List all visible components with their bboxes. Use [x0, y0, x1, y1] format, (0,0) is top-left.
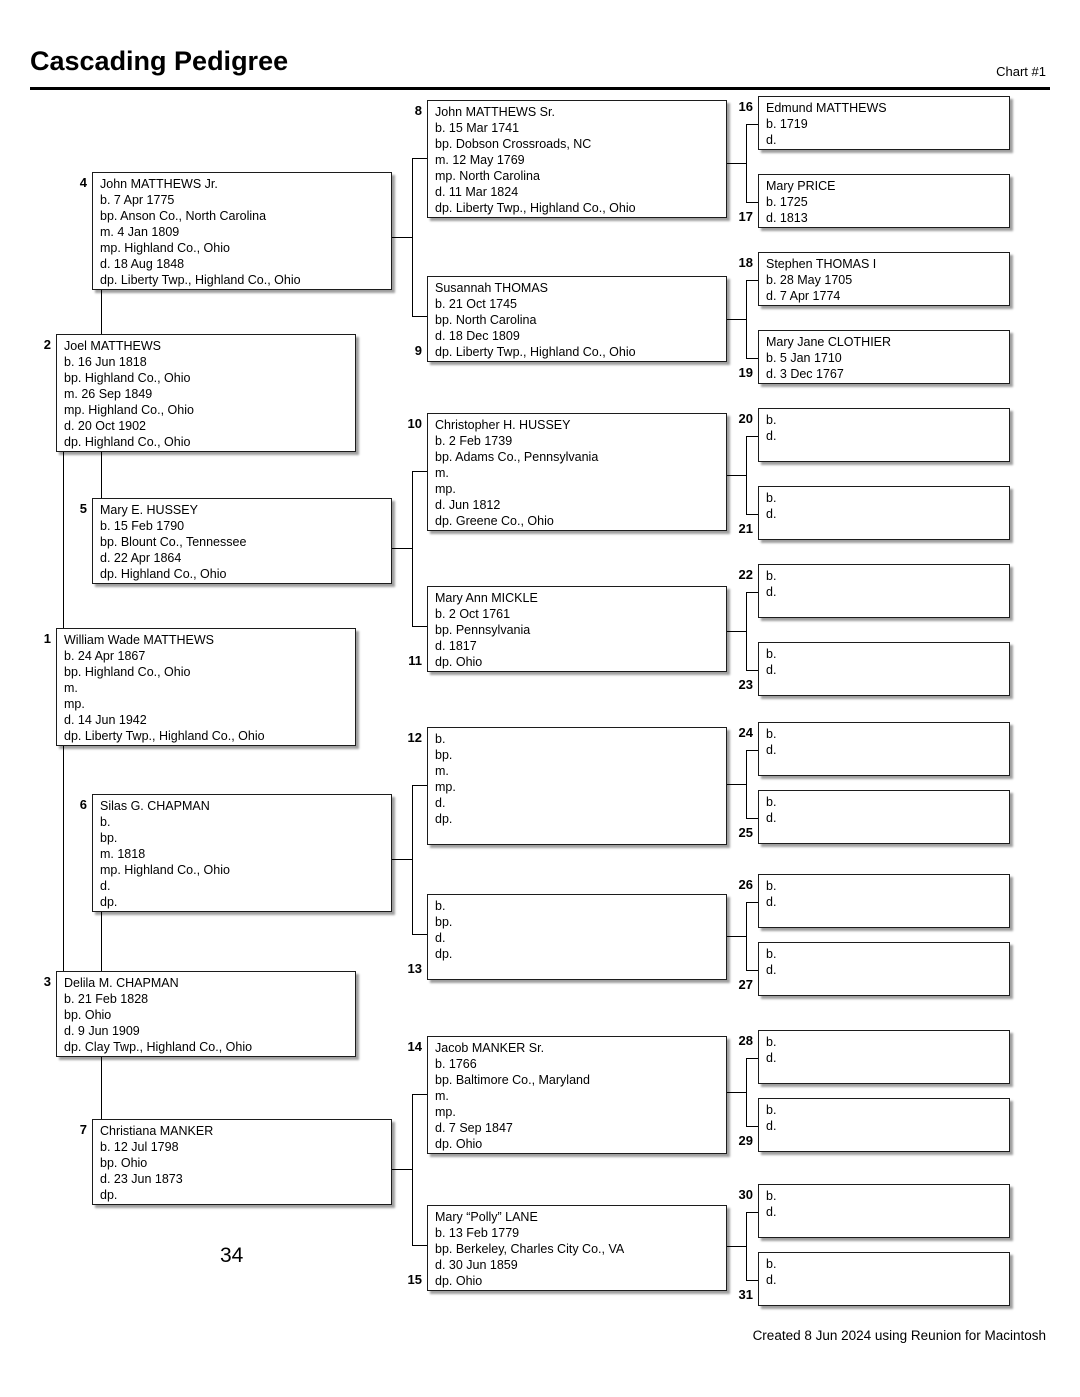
person-box-28 [758, 1030, 1010, 1084]
person-number-11: 11 [408, 653, 422, 668]
connector-line [412, 1245, 427, 1246]
person-box-3 [56, 971, 356, 1057]
connector-line [101, 290, 102, 334]
connector-line [727, 475, 746, 476]
connector-line [746, 358, 758, 359]
person-detail-line: d. [766, 507, 777, 521]
person-number-2: 2 [43, 337, 51, 352]
person-box-22 [758, 564, 1010, 618]
person-number-10: 10 [407, 416, 422, 431]
person-name: Silas G. CHAPMAN [100, 799, 210, 813]
person-detail-line: b. [766, 413, 777, 427]
person-detail-line: b. 16 Jun 1818 [64, 355, 147, 369]
person-box-10 [427, 413, 727, 531]
connector-line [746, 1126, 758, 1127]
person-detail-line: d. [766, 811, 777, 825]
person-detail-line: bp. Dobson Crossroads, NC [435, 137, 592, 151]
person-detail-line: d. [766, 133, 777, 147]
person-number-12: 12 [407, 730, 422, 745]
connector-line [392, 859, 412, 860]
connector-line [746, 902, 747, 971]
connector-line [63, 746, 64, 971]
person-box-13 [427, 894, 727, 980]
connector-line [412, 626, 427, 627]
connector-line [746, 202, 758, 203]
connector-line [746, 818, 758, 819]
connector-line [727, 1246, 746, 1247]
connector-line [727, 631, 746, 632]
person-detail-line: b. [766, 879, 777, 893]
person-detail-line: b. [766, 647, 777, 661]
connector-line [746, 592, 758, 593]
person-detail-line: d. 3 Dec 1767 [766, 367, 844, 381]
person-name: Joel MATTHEWS [64, 339, 161, 353]
connector-line [101, 452, 102, 498]
person-detail-line: m. 12 May 1769 [435, 153, 525, 167]
person-number-23: 23 [738, 677, 753, 692]
connector-line [412, 785, 427, 786]
person-detail-line: dp. Liberty Twp., Highland Co., Ohio [435, 201, 636, 215]
person-number-4: 4 [79, 175, 87, 190]
person-number-22: 22 [738, 567, 753, 582]
person-detail-line: d. [766, 1205, 777, 1219]
person-box-27 [758, 942, 1010, 996]
person-detail-line: bp. Blount Co., Tennessee [100, 535, 247, 549]
connector-line [412, 785, 413, 935]
person-detail-line: dp. Liberty Twp., Highland Co., Ohio [435, 345, 636, 359]
chart-number-label: Chart #1 [996, 64, 1046, 79]
person-detail-line: m. 26 Sep 1849 [64, 387, 153, 401]
person-detail-line: b. 7 Apr 1775 [100, 193, 175, 207]
person-detail-line: b. 24 Apr 1867 [64, 649, 146, 663]
person-detail-line: m. 4 Jan 1809 [100, 225, 180, 239]
connector-line [101, 1057, 102, 1119]
person-detail-line: b. [766, 727, 777, 741]
person-detail-line: d. [766, 429, 777, 443]
person-name: John MATTHEWS Jr. [100, 177, 218, 191]
person-detail-line: bp. Pennsylvania [435, 623, 531, 637]
person-number-1: 1 [43, 631, 51, 646]
person-detail-line: bp. Anson Co., North Carolina [100, 209, 267, 223]
person-detail-line: mp. [435, 482, 456, 496]
person-detail-line: d. 18 Dec 1809 [435, 329, 520, 343]
person-detail-line: dp. Ohio [435, 1137, 483, 1151]
connector-line [412, 158, 413, 317]
person-detail-line: dp. Liberty Twp., Highland Co., Ohio [100, 273, 301, 287]
person-number-27: 27 [738, 977, 753, 992]
connector-line [412, 316, 427, 317]
connector-line [412, 934, 427, 935]
person-detail-line: d. 20 Oct 1902 [64, 419, 147, 433]
person-name: Stephen THOMAS I [766, 257, 877, 271]
person-detail-line: bp. [100, 831, 118, 845]
person-name: Edmund MATTHEWS [766, 101, 887, 115]
connector-line [727, 784, 746, 785]
person-detail-line: d. 23 Jun 1873 [100, 1172, 183, 1186]
person-detail-line: m. [435, 1089, 449, 1103]
connector-line [412, 158, 427, 159]
person-detail-line: mp. North Carolina [435, 169, 540, 183]
person-box-19 [758, 330, 1010, 384]
person-detail-line: d. [766, 963, 777, 977]
person-detail-line: b. 28 May 1705 [766, 273, 853, 287]
person-number-3: 3 [43, 974, 51, 989]
connector-line [746, 902, 758, 903]
person-detail-line: d. [766, 1119, 777, 1133]
page-title: Cascading Pedigree [30, 46, 289, 76]
person-box-26 [758, 874, 1010, 928]
person-number-13: 13 [407, 961, 422, 976]
person-detail-line: bp. North Carolina [435, 313, 537, 327]
person-box-1 [56, 628, 356, 746]
person-detail-line: d. [766, 743, 777, 757]
connector-line [746, 514, 758, 515]
person-detail-line: b. [435, 732, 446, 746]
person-detail-line: dp. Clay Twp., Highland Co., Ohio [64, 1040, 253, 1054]
person-detail-line: d. [435, 931, 446, 945]
person-detail-line: d. [766, 895, 777, 909]
person-detail-line: dp. Highland Co., Ohio [100, 567, 227, 581]
person-box-23 [758, 642, 1010, 696]
person-name: William Wade MATTHEWS [64, 633, 214, 647]
person-detail-line: d. 11 Mar 1824 [435, 185, 519, 199]
connector-line [746, 1058, 747, 1127]
person-name: Mary E. HUSSEY [100, 503, 198, 517]
person-detail-line: b. [766, 491, 777, 505]
person-box-7 [92, 1119, 392, 1205]
person-name: Christopher H. HUSSEY [435, 418, 571, 432]
person-name: Mary PRICE [766, 179, 836, 193]
person-name: John MATTHEWS Sr. [435, 105, 555, 119]
person-detail-line: d. 1817 [435, 639, 477, 653]
connector-line [392, 548, 412, 549]
person-detail-line: b. [766, 1035, 777, 1049]
person-detail-line: m. 1818 [100, 847, 146, 861]
person-detail-line: mp. Highland Co., Ohio [100, 241, 230, 255]
person-number-25: 25 [738, 825, 753, 840]
person-box-12 [427, 727, 727, 845]
person-detail-line: b. 13 Feb 1779 [435, 1226, 520, 1240]
connector-line [746, 1058, 758, 1059]
person-box-9 [427, 276, 727, 362]
person-number-14: 14 [407, 1039, 422, 1054]
connector-line [746, 280, 747, 359]
person-box-21 [758, 486, 1010, 540]
person-detail-line: d. 14 Jun 1942 [64, 713, 147, 727]
person-detail-line: mp. Highland Co., Ohio [100, 863, 230, 877]
connector-line [746, 280, 758, 281]
connector-line [727, 319, 746, 320]
person-detail-line: mp. [435, 780, 456, 794]
person-detail-line: b. [766, 795, 777, 809]
person-detail-line: b. [766, 569, 777, 583]
person-detail-line: b. [766, 1257, 777, 1271]
person-detail-line: bp. Highland Co., Ohio [64, 665, 191, 679]
person-detail-line: m. [64, 681, 78, 695]
person-detail-line: d. [766, 1051, 777, 1065]
connector-line [412, 471, 413, 627]
person-detail-line: mp. [435, 1105, 456, 1119]
person-detail-line: d. [100, 879, 111, 893]
person-detail-line: m. [435, 764, 449, 778]
person-detail-line: bp. [435, 748, 453, 762]
person-box-16 [758, 96, 1010, 150]
person-detail-line: dp. Greene Co., Ohio [435, 514, 554, 528]
person-number-17: 17 [738, 209, 753, 224]
person-number-15: 15 [407, 1272, 422, 1287]
person-detail-line: d. [766, 663, 777, 677]
person-box-14 [427, 1036, 727, 1154]
connector-line [746, 750, 747, 819]
person-number-24: 24 [738, 725, 753, 740]
person-detail-line: b. 2 Feb 1739 [435, 434, 513, 448]
person-detail-line: bp. Highland Co., Ohio [64, 371, 191, 385]
person-detail-line: b. 15 Mar 1741 [435, 121, 520, 135]
person-detail-line: b. 21 Feb 1828 [64, 992, 149, 1006]
person-number-16: 16 [738, 99, 753, 114]
page-number: 34 [220, 1244, 244, 1267]
connector-line [412, 1094, 413, 1246]
connector-line [746, 1280, 758, 1281]
person-detail-line: d. 22 Apr 1864 [100, 551, 182, 565]
person-number-31: 31 [738, 1287, 753, 1302]
person-detail-line: d. [435, 796, 446, 810]
person-box-31 [758, 1252, 1010, 1306]
connector-line [746, 1212, 747, 1281]
person-detail-line: b. [100, 815, 111, 829]
footer-credit: Created 8 Jun 2024 using Reunion for Macintosh [752, 1328, 1046, 1343]
connector-line [746, 436, 747, 515]
connector-line [746, 750, 758, 751]
connector-line [727, 936, 746, 937]
person-box-17 [758, 174, 1010, 228]
person-detail-line: b. 1725 [766, 195, 808, 209]
connector-line [63, 452, 64, 628]
person-detail-line: b. [766, 1103, 777, 1117]
person-box-29 [758, 1098, 1010, 1152]
person-detail-line: d. 7 Apr 1774 [766, 289, 841, 303]
person-detail-line: d. 9 Jun 1909 [64, 1024, 140, 1038]
person-detail-line: b. [766, 1189, 777, 1203]
person-box-18 [758, 252, 1010, 306]
connector-line [727, 163, 746, 164]
person-detail-line: d. 1813 [766, 211, 808, 225]
person-box-15 [427, 1205, 727, 1291]
person-detail-line: b. 5 Jan 1710 [766, 351, 842, 365]
person-number-9: 9 [414, 343, 422, 358]
person-name: Mary “Polly” LANE [435, 1210, 538, 1224]
person-box-2 [56, 334, 356, 452]
person-detail-line: b. 1766 [435, 1057, 477, 1071]
person-detail-line: b. 15 Feb 1790 [100, 519, 185, 533]
person-name: Christiana MANKER [100, 1124, 214, 1138]
person-name: Mary Ann MICKLE [435, 591, 538, 605]
connector-line [727, 1092, 746, 1093]
person-number-30: 30 [738, 1187, 753, 1202]
person-detail-line: bp. Ohio [100, 1156, 148, 1170]
person-detail-line: d. 30 Jun 1859 [435, 1258, 518, 1272]
person-number-18: 18 [738, 255, 753, 270]
person-number-20: 20 [738, 411, 753, 426]
connector-line [412, 1094, 427, 1095]
person-box-20 [758, 408, 1010, 462]
person-detail-line: b. 12 Jul 1798 [100, 1140, 179, 1154]
person-detail-line: bp. Ohio [64, 1008, 112, 1022]
person-detail-line: b. 2 Oct 1761 [435, 607, 511, 621]
person-box-8 [427, 100, 727, 218]
person-detail-line: d. [766, 1273, 777, 1287]
connector-line [101, 912, 102, 971]
person-detail-line: dp. [435, 812, 453, 826]
person-box-30 [758, 1184, 1010, 1238]
person-detail-line: dp. [100, 1188, 118, 1202]
person-detail-line: b. 21 Oct 1745 [435, 297, 518, 311]
person-detail-line: bp. [435, 915, 453, 929]
person-number-5: 5 [79, 501, 87, 516]
person-detail-line: b. 1719 [766, 117, 808, 131]
person-detail-line: b. [435, 899, 446, 913]
person-number-7: 7 [79, 1122, 87, 1137]
person-detail-line: dp. Ohio [435, 1274, 483, 1288]
person-number-29: 29 [738, 1133, 753, 1148]
person-detail-line: dp. Liberty Twp., Highland Co., Ohio [64, 729, 265, 743]
person-name: Mary Jane CLOTHIER [766, 335, 892, 349]
person-detail-line: dp. Ohio [435, 655, 483, 669]
person-detail-line: d. 7 Sep 1847 [435, 1121, 513, 1135]
person-detail-line: bp. Baltimore Co., Maryland [435, 1073, 590, 1087]
person-number-6: 6 [79, 797, 87, 812]
person-name: Susannah THOMAS [435, 281, 549, 295]
person-number-26: 26 [738, 877, 753, 892]
person-number-21: 21 [738, 521, 753, 536]
connector-line [746, 436, 758, 437]
person-detail-line: mp. [64, 697, 85, 711]
person-detail-line: m. [435, 466, 449, 480]
person-number-8: 8 [414, 103, 422, 118]
person-box-24 [758, 722, 1010, 776]
person-detail-line: dp. Highland Co., Ohio [64, 435, 191, 449]
connector-line [746, 124, 747, 203]
person-detail-line: bp. Adams Co., Pennsylvania [435, 450, 599, 464]
connector-line [746, 670, 758, 671]
person-detail-line: dp. [435, 947, 453, 961]
connector-line [392, 237, 412, 238]
person-detail-line: dp. [100, 895, 118, 909]
person-detail-line: d. 18 Aug 1848 [100, 257, 185, 271]
person-box-5 [92, 498, 392, 584]
person-detail-line: d. [766, 585, 777, 599]
connector-line [392, 1169, 412, 1170]
person-detail-line: d. Jun 1812 [435, 498, 501, 512]
person-detail-line: bp. Berkeley, Charles City Co., VA [435, 1242, 625, 1256]
connector-line [412, 471, 427, 472]
connector-line [746, 1212, 758, 1213]
connector-line [746, 592, 747, 671]
header-rule [30, 87, 1050, 90]
person-detail-line: mp. Highland Co., Ohio [64, 403, 194, 417]
person-box-4 [92, 172, 392, 290]
person-detail-line: b. [766, 947, 777, 961]
person-box-11 [427, 586, 727, 672]
connector-line [746, 970, 758, 971]
person-number-19: 19 [738, 365, 753, 380]
person-number-28: 28 [738, 1033, 753, 1048]
person-name: Delila M. CHAPMAN [64, 976, 179, 990]
person-box-25 [758, 790, 1010, 844]
person-name: Jacob MANKER Sr. [435, 1041, 545, 1055]
person-box-6 [92, 794, 392, 912]
connector-line [746, 124, 758, 125]
